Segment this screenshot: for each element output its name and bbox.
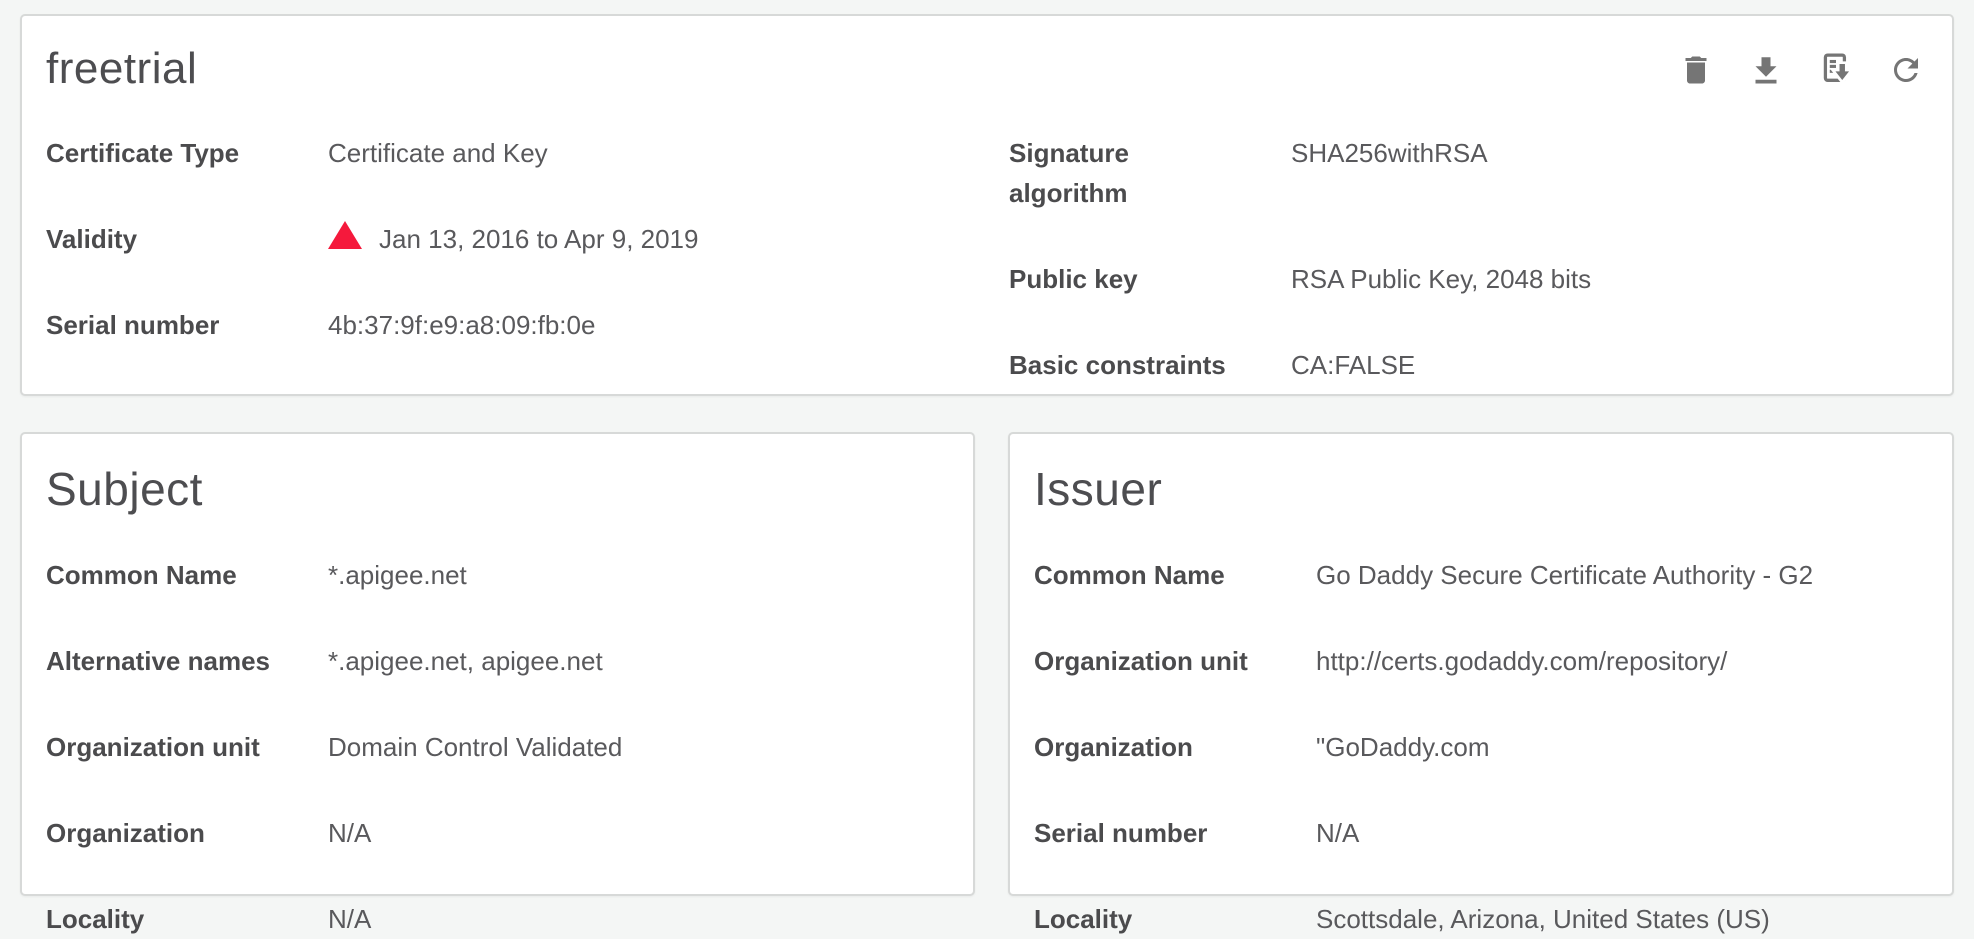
certificate-card xyxy=(20,14,1954,396)
field-row-subject-organization-unit xyxy=(46,727,949,767)
trash-icon xyxy=(1678,52,1714,88)
field-value: Domain Control Validated xyxy=(328,731,623,762)
download-icon xyxy=(1748,52,1784,88)
field-value: SHA256withRSA xyxy=(1291,137,1488,168)
field-label: Organization unit xyxy=(1034,645,1248,676)
field-row-issuer-common-name xyxy=(1034,555,1928,595)
field-row-issuer-locality xyxy=(1034,899,1928,939)
certificate-fields-left xyxy=(46,133,965,385)
certificate-name-title: freetrial xyxy=(46,44,198,93)
field-label: Organization xyxy=(1034,731,1193,762)
field-value: *.apigee.net xyxy=(328,559,467,590)
subject-title: Subject xyxy=(46,463,203,515)
field-row-public-key xyxy=(1009,259,1928,299)
refresh-button[interactable] xyxy=(1886,50,1926,90)
certificate-fields xyxy=(46,133,1928,385)
field-value: CA:FALSE xyxy=(1291,349,1416,380)
field-row-signature-algorithm xyxy=(1009,133,1928,213)
field-value: N/A xyxy=(1316,817,1360,848)
warning-triangle-icon xyxy=(328,221,362,249)
field-row-subject-organization xyxy=(46,813,949,853)
download-button[interactable] xyxy=(1746,50,1786,90)
field-label: Alternative names xyxy=(46,645,270,676)
issuer-card xyxy=(1008,432,1954,934)
field-label: Signature algorithm xyxy=(1009,137,1129,208)
field-label: Locality xyxy=(46,903,145,934)
field-label: Serial number xyxy=(46,309,220,340)
field-label: Certificate Type xyxy=(46,137,240,168)
certificate-actions xyxy=(1676,44,1928,90)
field-label: Common Name xyxy=(1034,559,1225,590)
field-row-issuer-serial-number xyxy=(1034,813,1928,853)
field-label: Validity xyxy=(46,223,138,254)
field-label: Basic constraints xyxy=(1009,349,1226,380)
certificate-card-header xyxy=(46,44,1928,95)
field-label: Locality xyxy=(1034,903,1133,934)
field-row-issuer-organization xyxy=(1034,727,1928,767)
field-value: http://certs.godaddy.com/repository/ xyxy=(1316,645,1728,676)
field-row-issuer-organization-unit xyxy=(1034,641,1928,681)
field-value: Go Daddy Secure Certificate Authority - G2 xyxy=(1316,559,1814,590)
field-row-basic-constraints xyxy=(1009,345,1928,385)
field-value: *.apigee.net, apigee.net xyxy=(328,645,603,676)
validity-dates: Jan 13, 2016 to Apr 9, 2019 xyxy=(379,223,699,254)
field-value: N/A xyxy=(328,817,372,848)
field-label: Organization xyxy=(46,817,205,848)
issuer-title: Issuer xyxy=(1034,463,1163,515)
export-details-button[interactable] xyxy=(1816,50,1856,90)
field-row-subject-common-name xyxy=(46,555,949,595)
field-value xyxy=(328,219,965,259)
field-value: "GoDaddy.com xyxy=(1316,731,1490,762)
field-label: Organization unit xyxy=(46,731,260,762)
field-value: N/A xyxy=(328,903,372,934)
certificate-fields-right xyxy=(1009,133,1928,385)
field-row-serial-number xyxy=(46,305,965,345)
delete-button[interactable] xyxy=(1676,50,1716,90)
field-value: Scottsdale, Arizona, United States (US) xyxy=(1316,903,1770,934)
field-value: Certificate and Key xyxy=(328,137,548,168)
field-row-subject-locality xyxy=(46,899,949,939)
field-row-certificate-type xyxy=(46,133,965,173)
field-value: 4b:37:9f:e9:a8:09:fb:0e xyxy=(328,309,596,340)
field-value: RSA Public Key, 2048 bits xyxy=(1291,263,1592,294)
subject-card xyxy=(20,432,975,934)
field-label: Common Name xyxy=(46,559,237,590)
refresh-icon xyxy=(1888,52,1924,88)
field-row-validity xyxy=(46,219,965,259)
field-label: Public key xyxy=(1009,263,1138,294)
document-download-icon xyxy=(1817,51,1855,89)
field-label: Serial number xyxy=(1034,817,1208,848)
field-row-subject-alternative-names xyxy=(46,641,949,681)
